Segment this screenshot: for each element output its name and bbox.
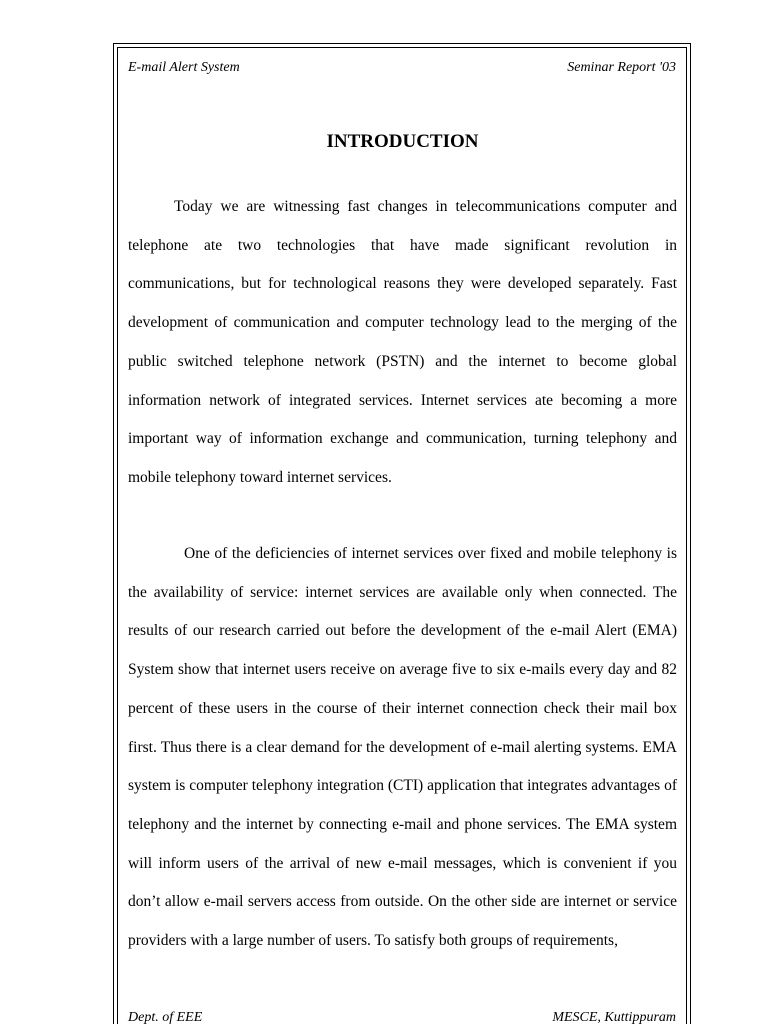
body-paragraph-1: Today we are witnessing fast changes in telecommunications computer and telephone ate two technologies that have made significant revolution in communications, but for technological reasons they were developed separately. Fast development of communication and computer technology lead to the merging of the public switched telephone network (PSTN) and the internet to become global information network of integrated services. Internet services ate becoming a more important way of information exchange and communication, turning telephony and mobile telephony toward internet services.: [128, 198, 677, 486]
body-paragraph-2: One of the deficiencies of internet services over fixed and mobile telephony is the availability of service: internet services are available only when connected. The results of our research carried out before the development of the e-mail Alert (EMA) System show that internet users receive on average five to six e-mails every day and 82 percent of these users in the course of their internet connection check their mail box first. Thus there is a clear demand for the development of e-mail alerting systems. EMA system is computer telephony integration (CTI) application that integrates advantages of telephony and the internet by connecting e-mail and phone services. The EMA system will inform users of the arrival of new e-mail messages, which is convenient if you don’t allow e-mail servers access from outside. On the other side are internet or service providers with a large number of users. To satisfy both groups of requirements,: [128, 545, 677, 950]
footer-department: Dept. of EEE: [128, 1010, 203, 1024]
section-title: INTRODUCTION: [326, 131, 479, 152]
running-header-report: Seminar Report '03: [567, 60, 676, 75]
footer-institution: MESCE, Kuttippuram: [552, 1010, 676, 1024]
running-header-title: E-mail Alert System: [128, 60, 240, 75]
